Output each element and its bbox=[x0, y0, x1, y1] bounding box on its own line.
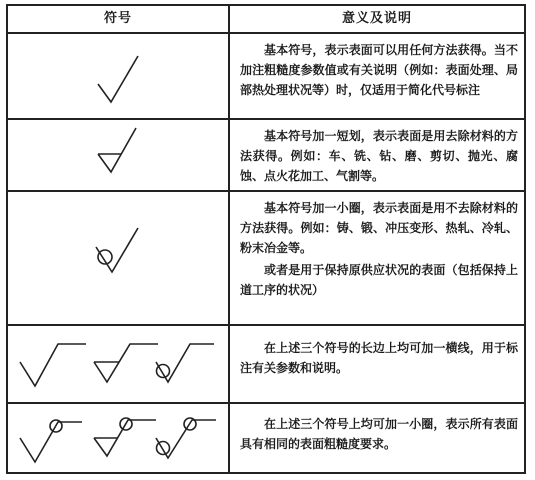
table-row bbox=[8, 404, 524, 472]
symbol-cell bbox=[8, 192, 230, 324]
description-cell bbox=[240, 40, 518, 100]
description-text: 或者是用于保持原供应状况的表面（包括保持上道工序的状况） bbox=[240, 263, 518, 297]
table-row bbox=[8, 192, 524, 326]
description-text: 基本符号，表示表面可以用任何方法获得。当不加注粗糙度参数值或有关说明（例如：表面处理、局部热处理状况等）时，仅适用于简化代号标注 bbox=[240, 43, 518, 97]
description-text: 基本符号加一短划，表示表面是用去除材料的方法获得。例如：车、铣、钻、磨、剪切、抛光、腐蚀、点火花加工、气割等。 bbox=[240, 129, 518, 183]
description-cell bbox=[240, 198, 518, 300]
basic-surface-symbol-icon bbox=[8, 34, 228, 118]
description-text: 在上述三个符号的长边上均可加一横线，用于标注有关参数和说明。 bbox=[240, 341, 518, 375]
table-header bbox=[8, 6, 524, 34]
description-cell bbox=[240, 338, 518, 378]
symbol-cell bbox=[8, 34, 230, 118]
header-symbol: 符号 bbox=[8, 6, 230, 32]
description-cell bbox=[240, 414, 518, 454]
all-surfaces-circle-symbols-icon bbox=[8, 404, 228, 472]
description-text: 在上述三个符号上均可加一小圈，表示所有表面具有相同的表面粗糙度要求。 bbox=[240, 417, 518, 451]
material-removal-symbol-icon bbox=[8, 120, 228, 190]
long-side-line-symbols-icon bbox=[8, 326, 228, 402]
symbol-cell bbox=[8, 120, 230, 190]
description-cell bbox=[240, 126, 518, 186]
table-row bbox=[8, 326, 524, 404]
no-material-removal-symbol-icon bbox=[8, 192, 228, 324]
header-meaning: 意义及说明 bbox=[341, 11, 412, 26]
table-row bbox=[8, 120, 524, 192]
symbol-cell bbox=[8, 404, 230, 472]
table-row bbox=[8, 34, 524, 120]
surface-roughness-symbol-table bbox=[6, 4, 526, 474]
description-text: 基本符号加一小圈，表示表面是用不去除材料的方法获得。例如：铸、锻、冲压变形、热轧、冷轧、粉末冶金等。 bbox=[240, 201, 518, 255]
symbol-cell bbox=[8, 326, 230, 402]
